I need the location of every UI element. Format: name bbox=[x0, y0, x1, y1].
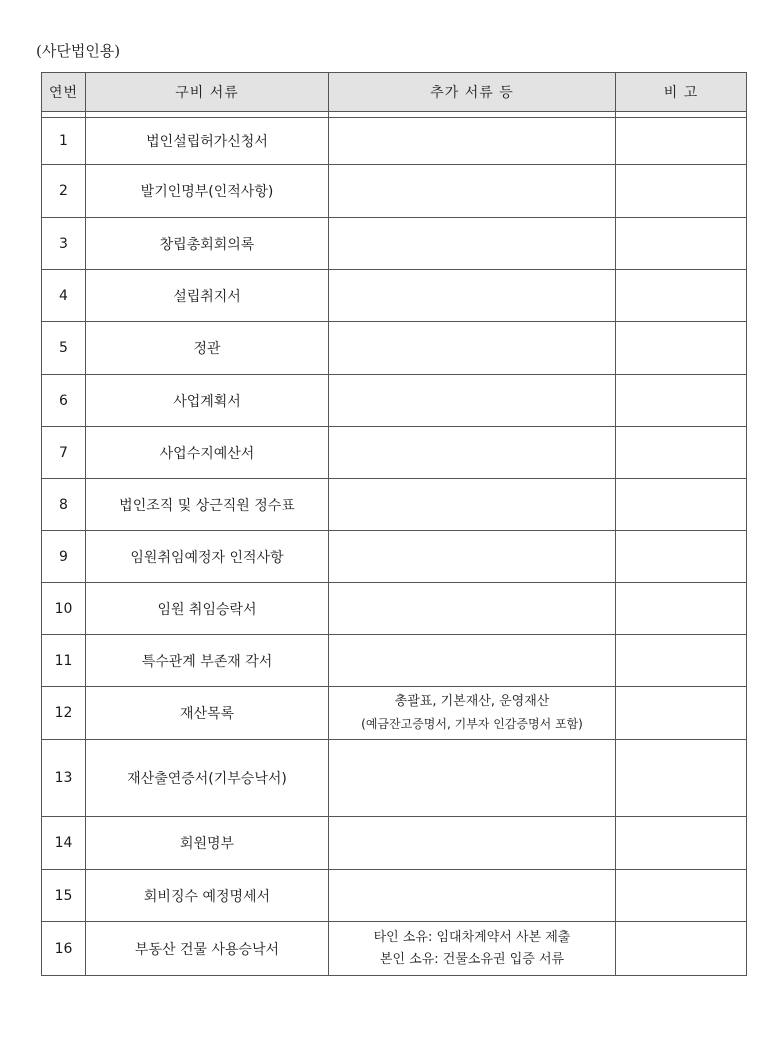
table-row bbox=[42, 583, 747, 635]
row-extra-documents bbox=[329, 817, 616, 870]
table-row bbox=[42, 922, 747, 976]
row-number: 8 bbox=[42, 479, 86, 531]
table-row bbox=[42, 870, 747, 922]
header-document: 구비 서류 bbox=[86, 73, 329, 112]
row-extra-documents bbox=[329, 427, 616, 479]
row-document-name: 발기인명부(인적사항) bbox=[86, 165, 329, 218]
row-note bbox=[616, 583, 747, 635]
row-document-name: 사업수지예산서 bbox=[86, 427, 329, 479]
row-document-name: 회원명부 bbox=[86, 817, 329, 870]
row-number: 13 bbox=[42, 740, 86, 817]
row-extra-documents bbox=[329, 687, 616, 740]
table-row bbox=[42, 531, 747, 583]
document-caption: (사단법인용) bbox=[36, 42, 121, 60]
row-document-name: 설립취지서 bbox=[86, 270, 329, 322]
table-body bbox=[42, 112, 747, 976]
row-document-name: 사업계획서 bbox=[86, 375, 329, 427]
row-number: 9 bbox=[42, 531, 86, 583]
row-number: 2 bbox=[42, 165, 86, 218]
row-number: 4 bbox=[42, 270, 86, 322]
extra-line-2: 본인 소유: 건물소유권 입증 서류 bbox=[379, 951, 565, 967]
row-document-name: 부동산 건물 사용승낙서 bbox=[86, 922, 329, 976]
row-note bbox=[616, 922, 747, 976]
row-note bbox=[616, 635, 747, 687]
row-extra-documents bbox=[329, 270, 616, 322]
row-extra-documents bbox=[329, 118, 616, 165]
table-header-row bbox=[42, 73, 747, 112]
row-note bbox=[616, 218, 747, 270]
row-note bbox=[616, 270, 747, 322]
row-note bbox=[616, 531, 747, 583]
table-row bbox=[42, 375, 747, 427]
extra-line-2: (예금잔고증명서, 기부자 인감증명서 포함) bbox=[361, 717, 583, 731]
row-document-name: 창립총회회의록 bbox=[86, 218, 329, 270]
row-number: 5 bbox=[42, 322, 86, 375]
extra-line-1: 총괄표, 기본재산, 운영재산 bbox=[394, 694, 550, 709]
row-note bbox=[616, 375, 747, 427]
row-document-name: 법인설립허가신청서 bbox=[86, 118, 329, 165]
table-row bbox=[42, 322, 747, 375]
table-row bbox=[42, 687, 747, 740]
header-no: 연번 bbox=[42, 73, 86, 112]
row-note bbox=[616, 817, 747, 870]
row-note bbox=[616, 427, 747, 479]
row-extra-documents bbox=[329, 531, 616, 583]
row-extra-documents bbox=[329, 635, 616, 687]
row-document-name: 법인조직 및 상근직원 정수표 bbox=[86, 479, 329, 531]
header-note: 비 고 bbox=[616, 73, 747, 112]
row-extra-documents bbox=[329, 479, 616, 531]
row-note bbox=[616, 165, 747, 218]
row-number: 3 bbox=[42, 218, 86, 270]
row-number: 14 bbox=[42, 817, 86, 870]
row-note bbox=[616, 322, 747, 375]
row-extra-documents bbox=[329, 922, 616, 976]
row-number: 11 bbox=[42, 635, 86, 687]
row-number: 7 bbox=[42, 427, 86, 479]
row-number: 10 bbox=[42, 583, 86, 635]
table-row bbox=[42, 635, 747, 687]
row-number: 6 bbox=[42, 375, 86, 427]
row-number: 12 bbox=[42, 687, 86, 740]
row-extra-documents bbox=[329, 740, 616, 817]
row-extra-documents bbox=[329, 583, 616, 635]
table-row bbox=[42, 270, 747, 322]
row-note bbox=[616, 740, 747, 817]
row-extra-documents bbox=[329, 165, 616, 218]
row-note bbox=[616, 870, 747, 922]
row-extra-documents bbox=[329, 870, 616, 922]
table-row bbox=[42, 218, 747, 270]
row-document-name: 특수관계 부존재 각서 bbox=[86, 635, 329, 687]
table-row bbox=[42, 118, 747, 165]
extra-line-1: 타인 소유: 임대차계약서 사본 제출 bbox=[373, 929, 571, 945]
row-note bbox=[616, 687, 747, 740]
row-document-name: 정관 bbox=[86, 322, 329, 375]
table-row bbox=[42, 817, 747, 870]
row-note bbox=[616, 479, 747, 531]
row-extra-documents bbox=[329, 218, 616, 270]
header-extra: 추가 서류 등 bbox=[329, 73, 616, 112]
row-extra-documents bbox=[329, 375, 616, 427]
required-documents-table bbox=[41, 72, 747, 976]
row-document-name: 임원취임예정자 인적사항 bbox=[86, 531, 329, 583]
table-row bbox=[42, 740, 747, 817]
row-document-name: 재산목록 bbox=[86, 687, 329, 740]
table-row bbox=[42, 479, 747, 531]
row-number: 16 bbox=[42, 922, 86, 976]
row-note bbox=[616, 118, 747, 165]
row-number: 1 bbox=[42, 118, 86, 165]
row-document-name: 재산출연증서(기부승낙서) bbox=[86, 740, 329, 817]
row-number: 15 bbox=[42, 870, 86, 922]
row-document-name: 임원 취임승락서 bbox=[86, 583, 329, 635]
row-extra-documents bbox=[329, 322, 616, 375]
row-document-name: 회비징수 예정명세서 bbox=[86, 870, 329, 922]
table-row bbox=[42, 427, 747, 479]
table-row bbox=[42, 165, 747, 218]
